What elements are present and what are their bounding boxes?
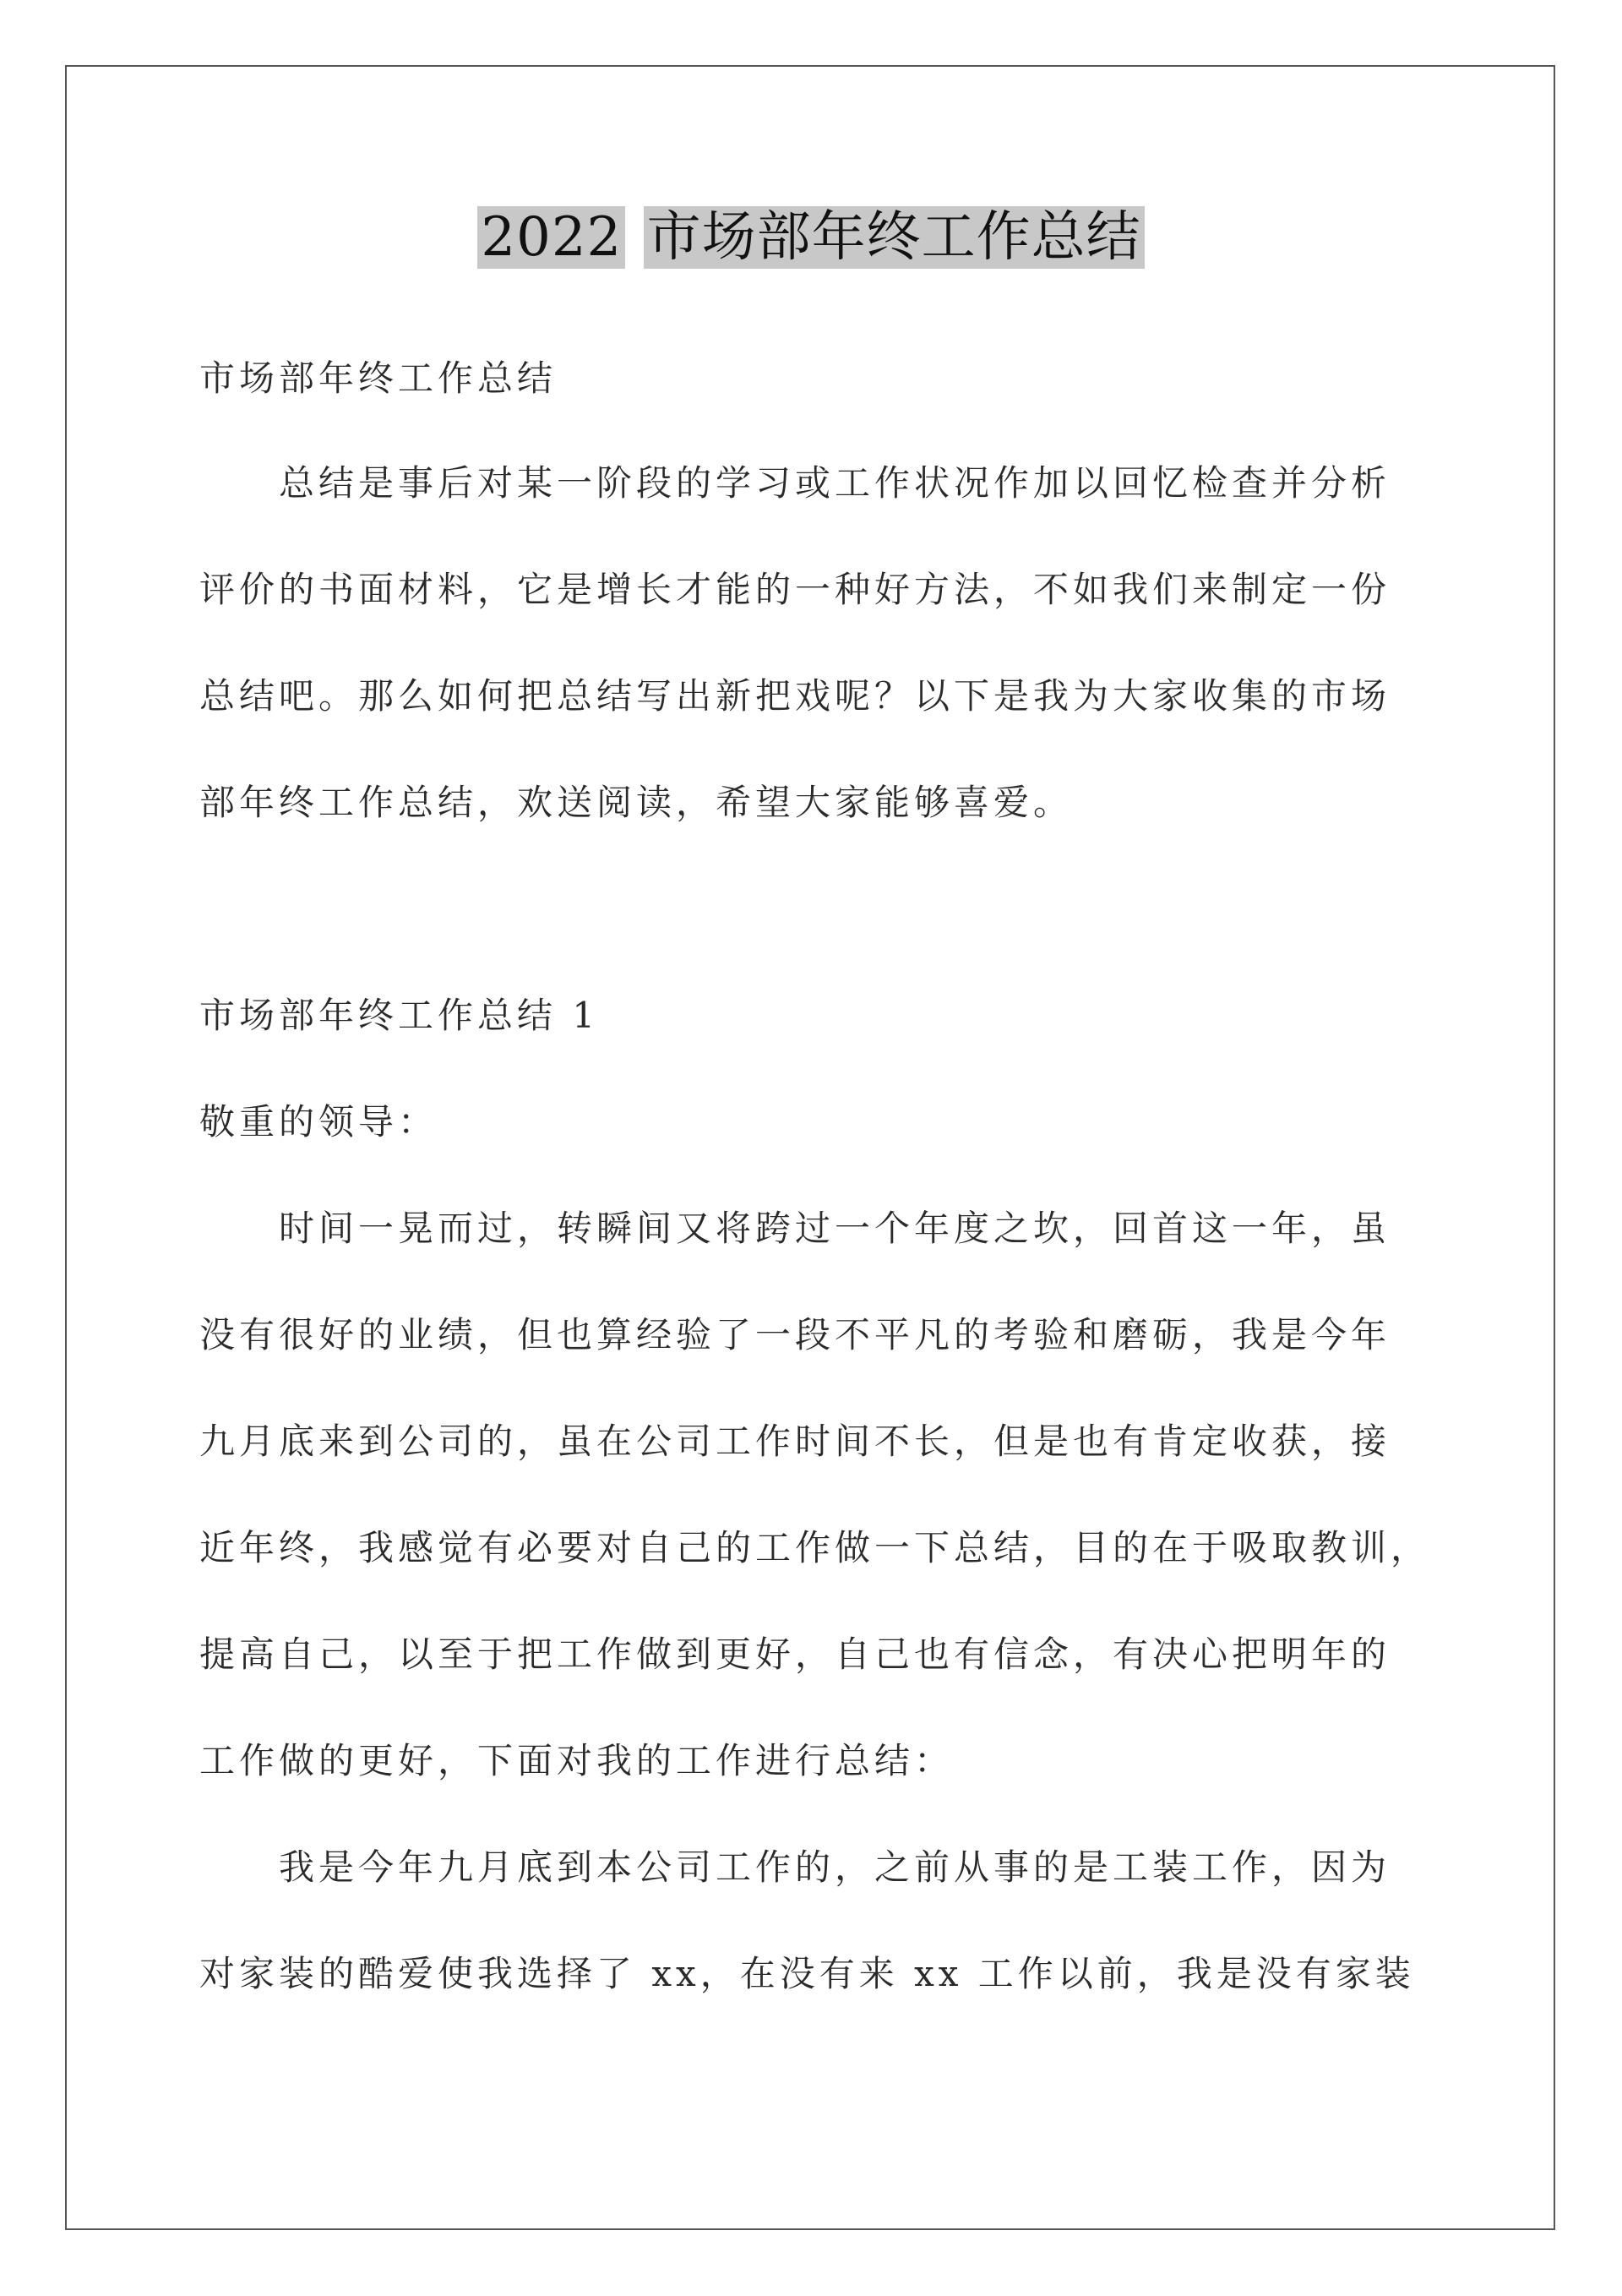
- subtitle: 市场部年终工作总结: [199, 357, 558, 399]
- section-heading: 市场部年终工作总结 1: [199, 995, 600, 1036]
- body-line: 时间一晃而过，转瞬间又将跨过一个年度之坎，回首这一年，虽: [279, 1208, 1391, 1249]
- body-line: 我是今年九月底到本公司工作的，之前从事的是工装工作，因为: [279, 1846, 1391, 1888]
- salutation-block: [199, 1097, 1424, 1148]
- title-year: 2022: [477, 206, 625, 269]
- section-heading-block: [199, 990, 1424, 1041]
- body-line: 九月底来到公司的，虽在公司工作时间不长，但是也有肯定收获，接: [199, 1421, 1391, 1462]
- intro-line: 总结是事后对某一阶段的学习或工作状况作加以回忆检查并分析: [279, 462, 1391, 504]
- intro-line: 部年终工作总结，欢送阅读，希望大家能够喜爱。: [199, 782, 1074, 823]
- document-title: [0, 198, 1622, 277]
- intro-line: 总结吧。那么如何把总结写出新把戏呢？以下是我为大家收集的市场: [199, 675, 1391, 717]
- body-line: 没有很好的业绩，但也算经验了一段不平凡的考验和磨砺，我是今年: [199, 1314, 1391, 1355]
- body-line: 对家装的酷爱使我选择了 xx，在没有来 xx 工作以前，我是没有家装: [199, 1953, 1415, 1994]
- subtitle-block: [199, 353, 1424, 404]
- title-text: 市场部年终工作总结: [644, 206, 1145, 269]
- salutation: 敬重的领导：: [199, 1101, 438, 1143]
- intro-line: 评价的书面材料，它是增长才能的一种好方法，不如我们来制定一份: [199, 569, 1391, 610]
- body-line: 提高自己，以至于把工作做到更好，自己也有信念，有决心把明年的: [199, 1633, 1391, 1675]
- body-line: 近年终，我感觉有必要对自己的工作做一下总结，目的在于吸取教训，: [199, 1527, 1431, 1568]
- body-line: 工作做的更好，下面对我的工作进行总结：: [199, 1740, 955, 1781]
